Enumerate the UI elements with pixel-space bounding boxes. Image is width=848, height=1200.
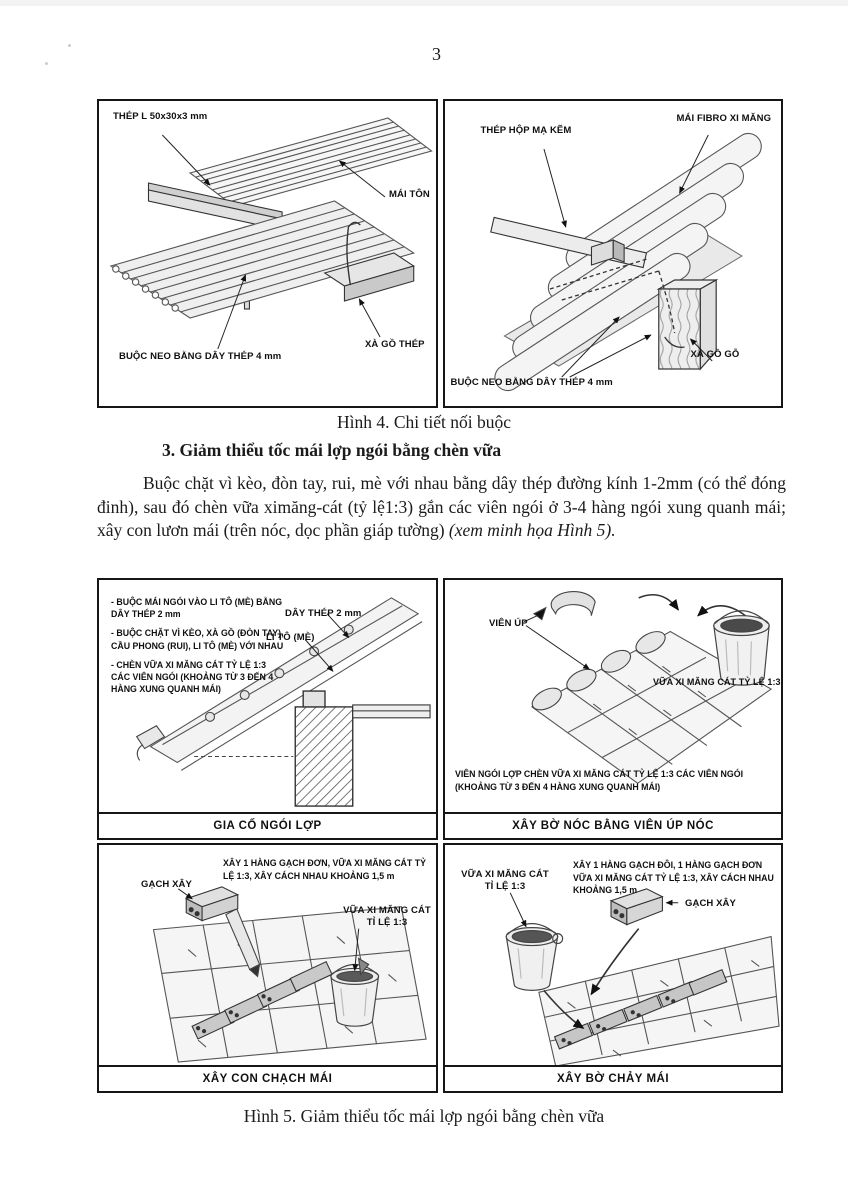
label-day-thep: DÂY THÉP 2 mm	[285, 608, 362, 619]
vua-line2: TỈ LỆ 1:3	[484, 880, 526, 892]
label-xa-go-go: XÀ GỒ GỖ	[690, 349, 740, 360]
gia-co-bullet-1: - BUỘC MÁI NGÓI VÀO LI TÔ (MÈ) BẰNG DÂY THÉP 2 mm	[111, 597, 283, 620]
label-li-to: LI TÔ (MÈ)	[266, 632, 315, 643]
paragraph-main: Buộc chặt vì kèo, đòn tay, rui, mè với nhau bằng dây thép đường kính 1-2mm (có thể đóng đinh), sau đó chèn vữa ximăng-cát (tỷ lệ1:3) gắn các viên ngói ở 3-4 hàng ngói xung quanh mái; xây con lươn mái (trên nóc, dọc phần giáp tường)	[97, 473, 786, 540]
label-mai-ton: MÁI TÔN	[389, 189, 430, 200]
figure5-quad-bo-noc	[443, 578, 783, 840]
label-vua-xi-mang: VỮA XI MĂNG CÁT TỶ LỆ 1:3	[653, 677, 781, 687]
figure5	[97, 578, 783, 1093]
mortar-bucket	[714, 611, 769, 685]
figure4-left-panel	[97, 99, 438, 408]
vua-line2: TỈ LỆ 1:3	[366, 916, 408, 928]
bo-noc-caption: XÂY BỜ NÓC BẰNG VIÊN ÚP NÓC	[445, 812, 781, 838]
section3-paragraph	[97, 472, 786, 543]
loose-cap-tile	[534, 592, 595, 620]
motion-arrows	[639, 595, 746, 616]
gia-co-caption: GIA CỐ NGÓI LỢP	[99, 812, 436, 838]
paragraph-italic-note: (xem minh họa Hình 5).	[448, 520, 616, 540]
label-vua-xi-mang	[339, 905, 435, 928]
label-gach-xay: GẠCH XÂY	[141, 879, 192, 890]
figure5-quad-bo-chay	[443, 843, 783, 1093]
mortar-bucket	[506, 924, 562, 991]
label-thep-hop: THÉP HỘP MẠ KẼM	[480, 125, 572, 136]
page-number: 3	[432, 44, 441, 64]
figure4	[97, 99, 783, 408]
gia-co-bullet-2: - BUỘC CHẶT VÌ KÈO, XÀ GỒ (ĐÒN TAY), CẦU PHONG (RUI), LI TÔ (MÈ) VỚI NHAU	[111, 628, 284, 651]
beam	[353, 705, 430, 718]
label-buoc-neo: BUỘC NEO BẰNG DÂY THÉP 4 mm	[119, 351, 282, 362]
brick-wall	[295, 691, 352, 806]
gia-co-bullet-3: - CHÈN VỮA XI MĂNG CÁT TỶ LỆ 1:3 CÁC VIÊN NGÓI (KHOẢNG TỪ 3 ĐẾN 4 HÀNG XUNG QUANH MÁI)	[111, 659, 274, 695]
con-chach-caption: XÂY CON CHẠCH MÁI	[99, 1065, 436, 1091]
section3-heading: 3. Giảm thiểu tốc mái lợp ngói bằng chèn vữa	[162, 440, 502, 460]
label-vua-xi-mang	[457, 869, 553, 892]
figure5-caption: Hình 5. Giảm thiểu tốc mái lợp ngói bằng chèn vữa	[243, 1106, 605, 1126]
figure5-quad-gia-co	[97, 578, 438, 840]
label-mai-fibro: MÁI FIBRO XI MĂNG	[676, 113, 772, 124]
label-buoc-neo: BUỘC NEO BẰNG DÂY THÉP 4 mm	[450, 377, 613, 388]
bo-noc-note: VIÊN NGÓI LỢP CHÈN VỮA XI MĂNG CÁT TỶ LỆ 1:3 CÁC VIÊN NGÓI (KHOẢNG TỪ 3 ĐẾN 4 HÀNG XUNG QUANH MÁI)	[455, 769, 744, 792]
bo-chay-note: XÂY 1 HÀNG GẠCH ĐÔI, 1 HÀNG GẠCH ĐƠN VỮA XI MĂNG CÁT TỶ LỆ 1:3, XÂY CÁCH NHAU KHOẢNG 1,5 m	[573, 860, 774, 896]
bo-chay-caption: XÂY BỜ CHẢY MÁI	[445, 1065, 781, 1091]
vua-line1: VỮA XI MĂNG CÁT	[461, 869, 549, 880]
scan-speck	[68, 44, 71, 47]
gia-co-notes	[111, 596, 287, 702]
figure4-right-panel	[443, 99, 784, 408]
scan-speck	[45, 62, 48, 65]
leader-lines	[524, 613, 589, 670]
label-vien-up: VIÊN ÚP	[489, 618, 528, 629]
label-gach-xay: GẠCH XÂY	[685, 898, 736, 909]
vua-line1: VỮA XI MĂNG CÁT	[343, 905, 431, 916]
figure5-quad-con-chach	[97, 843, 438, 1093]
label-thep-l: THÉP L 50x30x3 mm	[113, 111, 208, 122]
scan-artifact-band	[0, 0, 848, 6]
con-chach-note: XÂY 1 HÀNG GẠCH ĐƠN, VỮA XI MĂNG CÁT TỶ LỆ 1:3, XÂY CÁCH NHAU KHOẢNG 1,5 m	[223, 858, 426, 881]
label-xa-go-thep: XÀ GỒ THÉP	[365, 339, 425, 350]
figure4-caption: Hình 4. Chi tiết nối buộc	[336, 412, 512, 432]
